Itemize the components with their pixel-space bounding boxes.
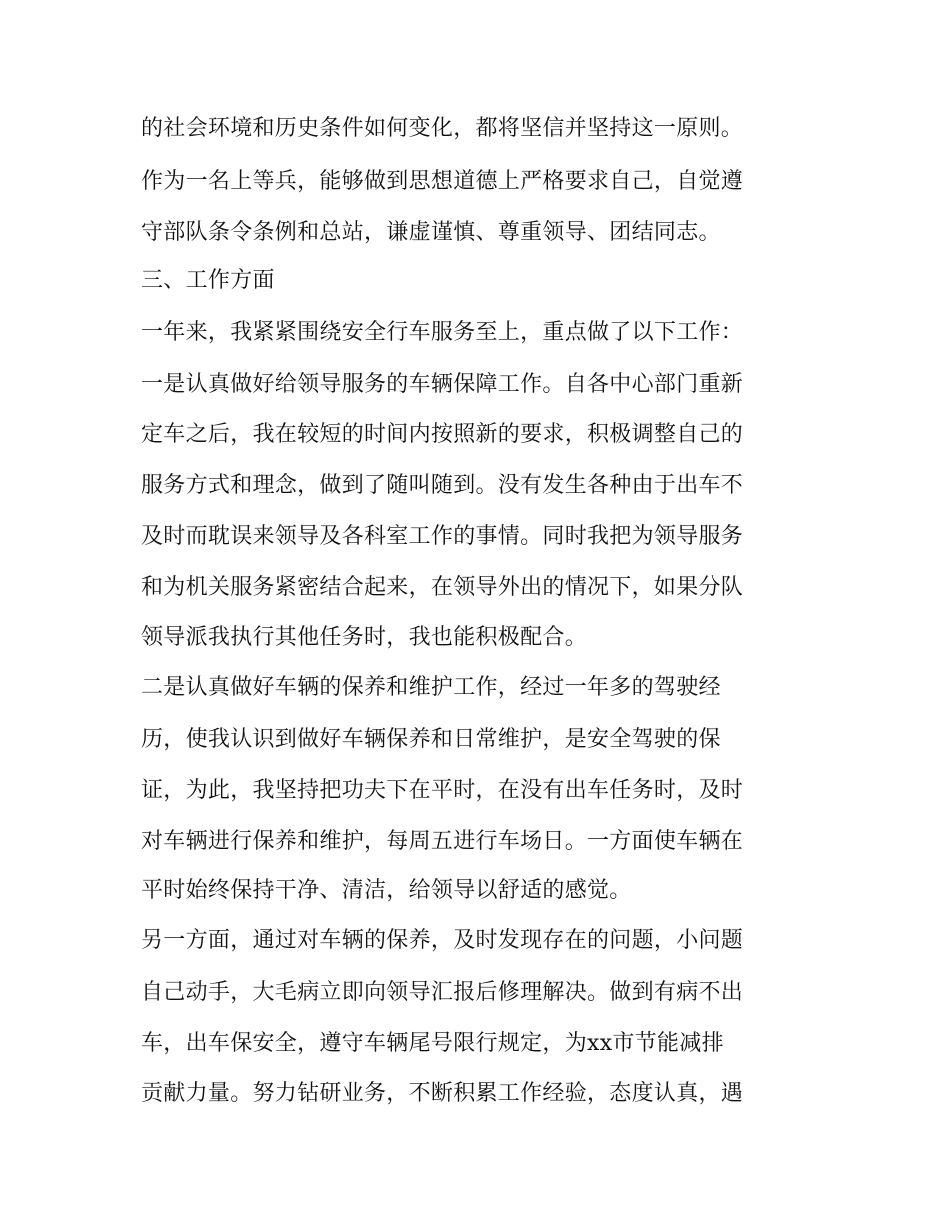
text-line: 和为机关服务紧密结合起来，在领导外出的情况下，如果分队 — [141, 575, 744, 600]
text-line: 及时而耽误来领导及各科室工作的事情。同时我把为领导服务 — [141, 524, 744, 549]
text-line: 一年来，我紧紧围绕安全行车服务至上，重点做了以下工作： — [141, 320, 744, 345]
text-line: 贡献力量。努力钻研业务，不断积累工作经验，态度认真，遇 — [141, 1081, 744, 1106]
text-line: 车，出车保安全，遵守车辆尾号限行规定，为xx市节能减排 — [141, 1031, 724, 1056]
text-line: 一是认真做好给领导服务的车辆保障工作。自各中心部门重新 — [141, 372, 744, 397]
text-line: 的社会环境和历史条件如何变化，都将坚信并坚持这一原则。 — [141, 116, 744, 141]
text-line: 平时始终保持干净、清洁，给领导以舒适的感觉。 — [141, 878, 632, 903]
text-line: 另一方面，通过对车辆的保养，及时发现存在的问题，小问题 — [141, 928, 744, 953]
text-line: 对车辆进行保养和维护，每周五进行车场日。一方面使车辆在 — [141, 829, 744, 854]
text-line: 服务方式和理念，做到了随叫随到。没有发生各种由于出车不 — [141, 473, 744, 498]
text-line: 自己动手，大毛病立即向领导汇报后修理解决。做到有病不出 — [141, 980, 744, 1005]
text-line: 历，使我认识到做好车辆保养和日常维护，是安全驾驶的保 — [141, 727, 721, 752]
text-line: 守部队条令条例和总站，谦虚谨慎、尊重领导、团结同志。 — [141, 220, 721, 245]
text-line: 二是认真做好车辆的保养和维护工作，经过一年多的驾驶经 — [141, 675, 721, 700]
text-line: 作为一名上等兵，能够做到思想道德上严格要求自己，自觉遵 — [141, 169, 744, 194]
text-line: 证，为此，我坚持把功夫下在平时，在没有出车任务时，及时 — [141, 778, 744, 803]
text-line: 领导派我执行其他任务时，我也能积极配合。 — [141, 625, 588, 650]
text-line: 定车之后，我在较短的时间内按照新的要求，积极调整自己的 — [141, 422, 744, 447]
section-heading: 三、工作方面 — [141, 268, 275, 293]
